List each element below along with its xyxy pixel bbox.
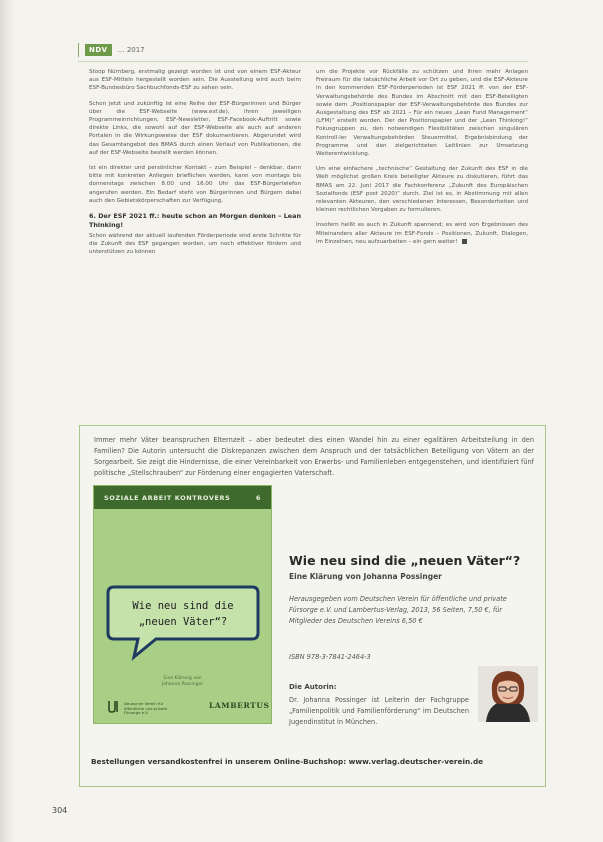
author-bio: Dr. Johanna Possinger ist Leiterin der Fachgruppe „Familienpolitik und Familienförderung“ im Deutschen Jugendinstitut in München. — [289, 696, 469, 726]
end-of-article-marker — [462, 239, 467, 244]
header-divider — [78, 43, 79, 57]
cover-series-number: 6 — [255, 493, 261, 502]
book-advertisement-box — [79, 425, 546, 787]
book-publication-info: Herausgegeben vom Deutschen Verein für öffentliche und private Fürsorge e.V. und Lambertus-Verlag, 2013, 56 Seiten, 7,50 €, für Mitglieder des Deutschen Vereins 6,50 € — [289, 595, 507, 625]
speech-bubble-icon — [104, 581, 262, 661]
section-heading: 6. Der ESF 2021 ff.: heute schon an Morgen denken – Lean Thinking! — [89, 212, 301, 229]
cover-series-bar — [94, 486, 271, 509]
issue-year: … 2017 — [117, 46, 145, 54]
cover-publisher-right: LAMBERTUS — [209, 701, 270, 710]
order-info: Bestellungen versandkostenfrei in unserem Online-Buchshop: www.verlag.deutscher-verein.de — [91, 757, 484, 766]
author-photo — [478, 666, 538, 722]
paragraph: um die Projekte vor Rückfälle zu schützen und ihren mehr Anlagen Freiraum für die tatsächliche Arbeit vor Ort zu geben, und die ESF-Akteure in den kommenden ESF-Förderperioden ist ESF 2021 ff. von der ESF-Verwaltungsbehörde des Bundes im Abschnitt mit den ESF-Beteiligten sowie dem „Positionspapier der ESF-Verwaltungsbehörde des Bundes zur Ausgestaltung des ESF ab 2021 – Für ein neues „Lean Fund Management“ (LFM)“ erstellt worden. Der der Positionspapier und der „Lean Thinking!“ Fokusgruppen zu, den notwendigen Flexibilitäten zwischen singulären Kontroll-ler Verwaltungsbehörden Steuermittel, Ergebnisbindung der Programme und den zielgerichteten Leitlinien zur Umsetzung Weiterentwicklung. — [316, 69, 528, 158]
article-column-right — [316, 68, 528, 253]
paragraph: Ist ein direkter und persönlicher Kontakt – zum Beispiel – denkbar, dann bitte mit konkreten Anliegen brieflichen werden, kann von montags bis donnerstags zwischen 8.00 und 16.00 Uhr das ESF-Bürgertelefon angerufen werden. Ein Bedarf steht von Bürgerinnen und Bürgern dabei auch den Gebietskörperschaften zur Verfügung. — [89, 165, 301, 204]
author-portrait-icon — [478, 666, 538, 722]
book-isbn: ISBN 978-3-7841-2464-3 — [289, 653, 371, 661]
closing-text: Insofern heißt es auch in Zukunft spannend; es wird von Ergebnissen des Miteinanders aller Akteure im ESF-Fonds – Positionen, Zukunft, Dialogen, im Einzelnen, neu aufzuarbeiten – ein gern weiter! — [316, 222, 528, 245]
cover-series-name: SOZIALE ARBEIT KONTROVERS — [104, 493, 231, 502]
header-rule — [78, 61, 528, 62]
paragraph: Stoop Nürnberg, erstmalig gezeigt worden ist und von einem ESF-Akteur aus ESF-Mitteln hergestellt worden sein. Die Ausstellung wird auch beim ESF-Bundesbüro Sachbuchfonds-ESF zu sehen sein. — [89, 69, 301, 92]
cover-publisher-left: Deutscher Verein für öffentliche und private Fürsorge e.V. — [124, 701, 168, 715]
book-cover — [93, 485, 272, 724]
running-header — [78, 43, 145, 57]
paragraph: Schon während der aktuell laufenden Förderperiode sind erste Schritte für die Zukunft des ESF gegangen worden, um noch effektiver fördern und unterstützen zu können — [89, 233, 301, 256]
article-column-left — [89, 68, 301, 264]
bubble-line-1: Wie neu sind die — [132, 600, 234, 612]
paragraph: Um eine einfachere „technische“ Gestaltung der Zukunft des ESF in die Welt möglichst großen Kreis beteiligter Akteure zu diskutieren, führt das BMAS am 22. Juni 2017 die Fachkonferenz „Zukunft des Europäischen Sozialfonds (ESF post 2020)“ durch. Ziel ist es, in Abstimmung mit allen relevanten Akteuren, den verschiedenen Interessen, Besonderheiten und kleinen rechtlichen Vorgaben zu formulieren. — [316, 166, 528, 214]
page-gutter-shadow — [0, 0, 14, 842]
author-heading: Die Autorin: — [289, 683, 337, 691]
paragraph: Schon jetzt und zukünftig ist eine Reihe der ESF-Bürgerinnen und Bürger über die ESF-Webseite (www.esf.de), ihren jeweiligen Programmeinrichtungen, ESF-Newsletter, ESF-Facebook-Auftritt sowie direkte Links, die sowohl auf der ESF-Webseite als auch auf anderen Portalen in die Wirkungsweise der ESF dokumentieren. Abgerundet wird das Gesamtangebot des BMAS durch einen Verlauf von Publikationen, die auf der ESF-Webseite bestellt werden können. — [89, 100, 301, 156]
journal-badge: NDV — [85, 44, 112, 56]
page-number: 304 — [52, 806, 68, 815]
book-title: Wie neu sind die „neuen Väter“? — [289, 553, 521, 568]
cover-subtitle-line: Johanna Possinger — [161, 682, 204, 687]
book-subtitle: Eine Klärung von Johanna Possinger — [289, 572, 442, 581]
book-teaser: Immer mehr Väter beanspruchen Elternzeit – aber bedeutet dies einen Wandel hin zu einer egalitären Arbeitsteilung in den Familien? Die Autorin untersucht die Diskrepanzen zwischen dem Anspruch und der tatsächlichen Beteiligung von Vätern an der Sorgearbeit. Sie zeigt die Hindernisse, die einer Vereinbarkeit von Erwerbs- und Familienleben entgegenstehen, und identifiziert fünf politische „Stellschrauben“ zur Förderung einer engagierten Vaterschaft. — [94, 436, 534, 477]
cover-subtitle — [94, 676, 271, 688]
bubble-line-2: „neuen Väter“? — [138, 616, 228, 628]
paragraph — [316, 221, 528, 246]
cover-subtitle-line: Eine Klärung von — [163, 676, 202, 681]
publisher-logo-icon — [107, 699, 121, 713]
